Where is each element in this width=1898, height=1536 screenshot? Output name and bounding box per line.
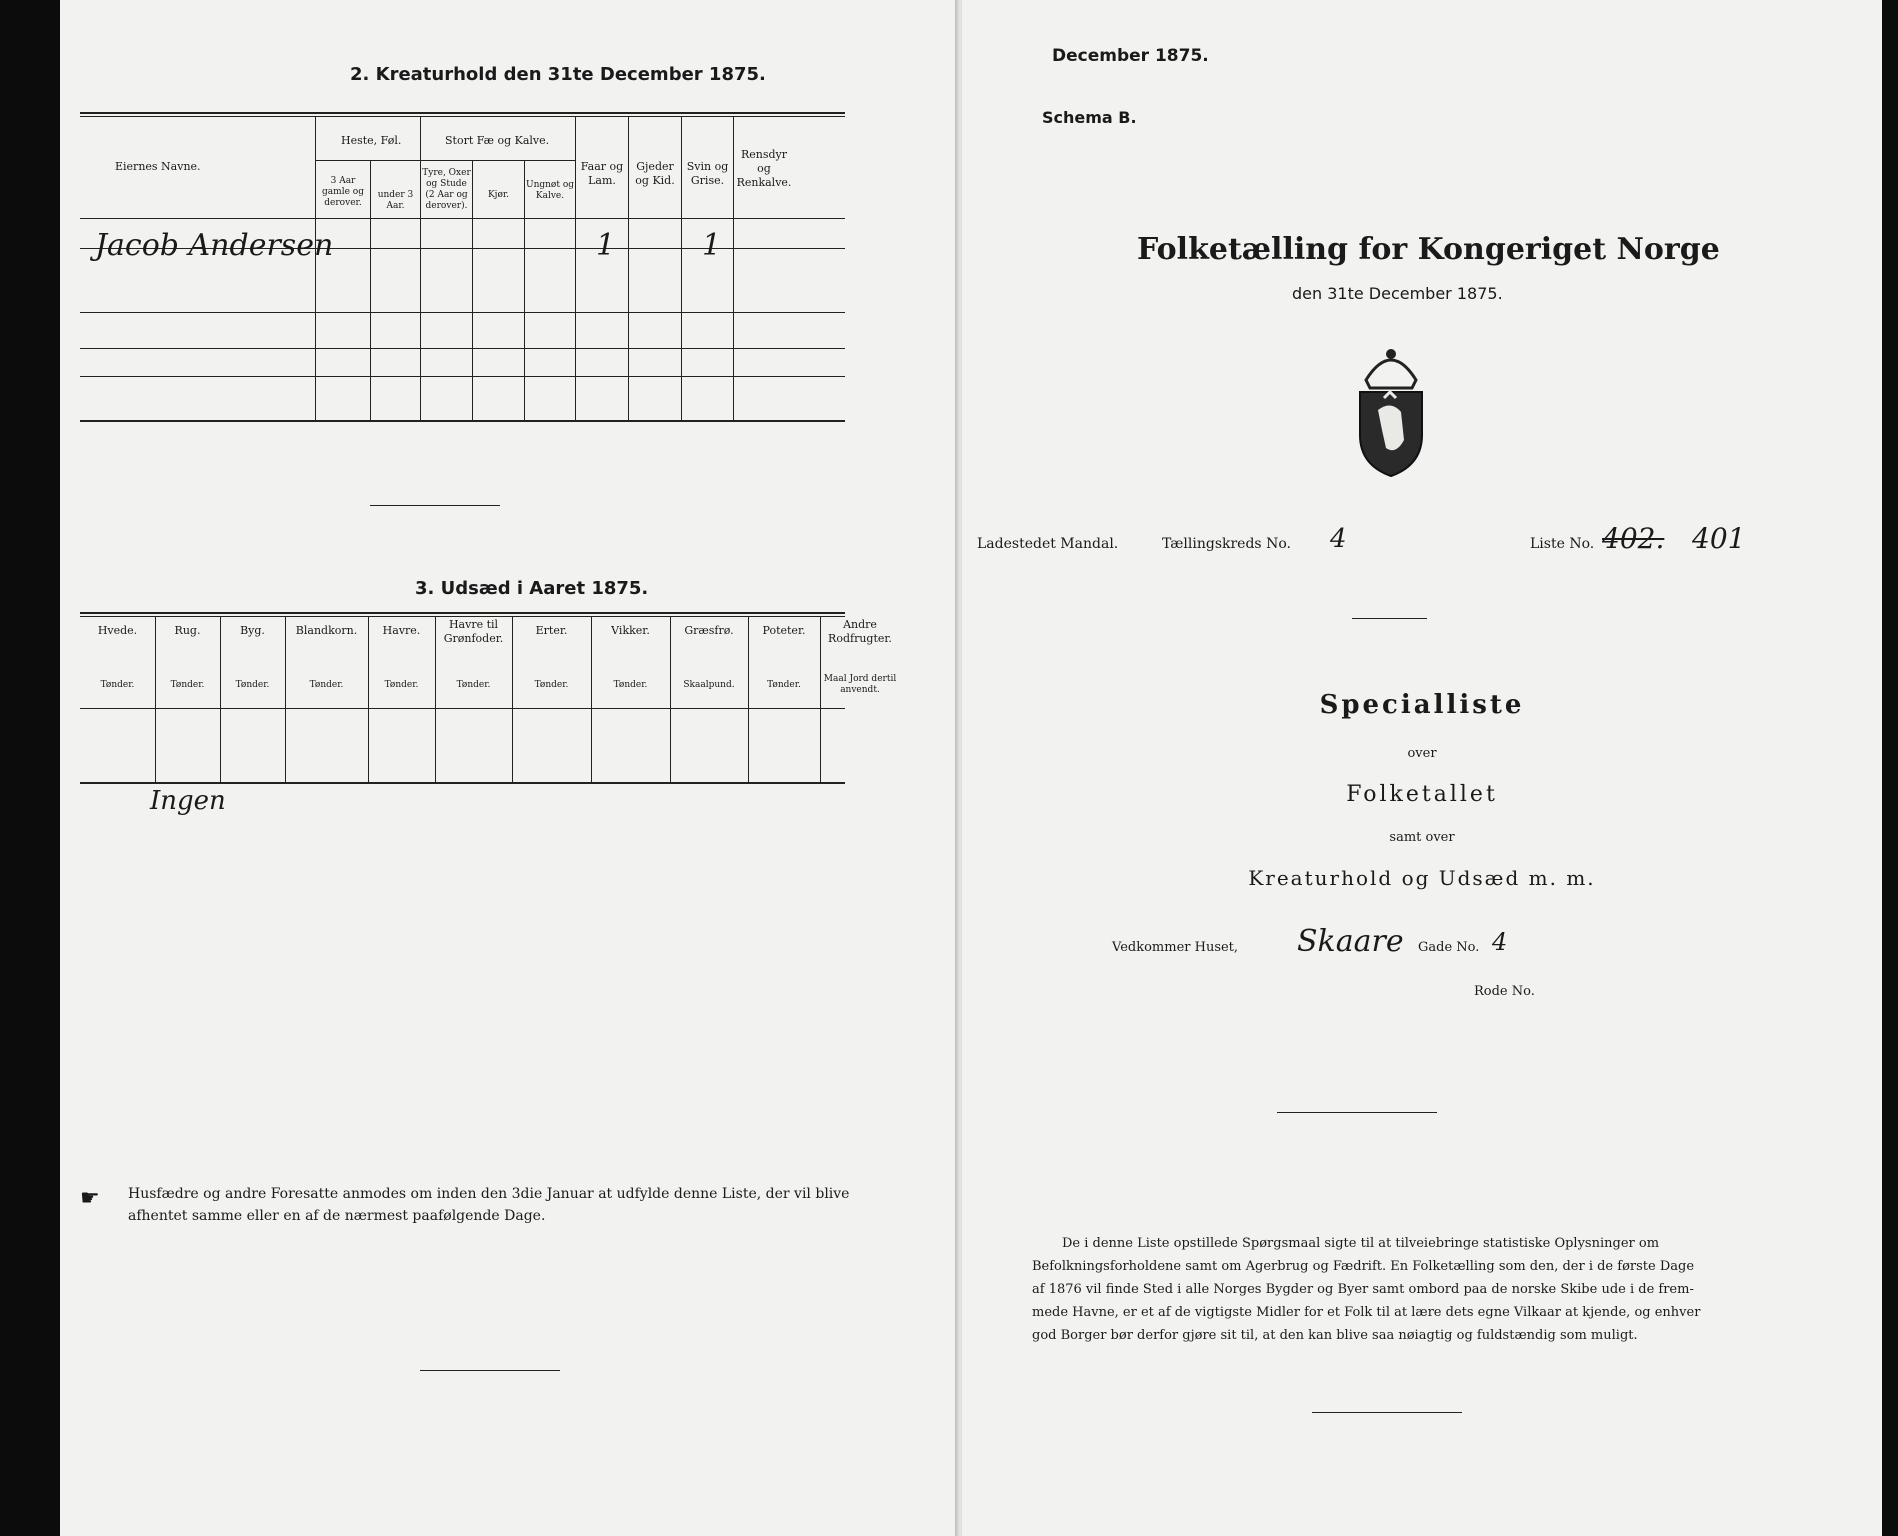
coat-of-arms-icon (1346, 340, 1436, 480)
seed-header-unit: Skaalpund. (683, 680, 735, 690)
pigs-count: 1 (702, 228, 722, 263)
ladested-label: Ladestedet Mandal. (977, 536, 1119, 552)
kreds-label: Tællingskreds No. (1162, 536, 1291, 552)
divider (1312, 1412, 1462, 1413)
schema-label: Schema B. (1042, 108, 1137, 127)
liste-value: 401 (1692, 522, 1746, 555)
liste-label: Liste No. (1530, 536, 1595, 552)
header-cattle: Stort Fæ og Kalve. (445, 134, 550, 147)
header-owner: Eiernes Navne. (115, 160, 201, 173)
notice-line-1: Husfædre og andre Foresatte anmodes om inden den 3die Januar at udfylde denne Liste, der vil blive (128, 1186, 850, 1202)
header-horses-under3: under 3 Aar. (377, 190, 414, 211)
seed-header-name: Blandkorn. (295, 624, 358, 637)
seed-header-unit: Tønder. (384, 680, 419, 690)
liste-struck-value: 402. (1602, 522, 1665, 555)
seed-header-name: Havre. (382, 624, 421, 637)
paragraph-line: De i denne Liste opstillede Spørgsmaal sigte til at tilveiebringe statistiske Oplysninger om (1062, 1236, 1660, 1251)
specialliste-title: Specialliste (1319, 690, 1525, 720)
seed-header-unit: Tønder. (613, 680, 648, 690)
header-reindeer: Rensdyr og Renkalve. (736, 148, 792, 189)
notice-line-2: afhentet samme eller en af de nærmest paafølgende Dage. (128, 1208, 546, 1224)
paragraph-line: Befolkningsforholdene samt om Agerbrug og Fædrift. En Folketælling som den, der i de første Dage (1032, 1259, 1695, 1274)
rode-label: Rode No. (1474, 984, 1535, 999)
sheep-count: 1 (596, 228, 616, 263)
paragraph-line: af 1876 vil finde Sted i alle Norges Bygder og Byer samt ombord paa de norske Skibe ude i de frem- (1032, 1282, 1694, 1297)
folketallet-title: Folketallet (1346, 782, 1498, 807)
header-sheep: Faar og Lam. (580, 160, 624, 187)
seed-value: Ingen (150, 786, 226, 816)
seed-header-name: Græsfrø. (684, 624, 734, 637)
gade-label: Gade No. (1418, 940, 1480, 955)
over-text: over (1407, 746, 1437, 761)
seed-header-name: Andre Rodfrugter. (828, 618, 892, 645)
kreds-value: 4 (1330, 524, 1347, 554)
divider (1277, 1112, 1437, 1113)
divider (370, 505, 500, 506)
owner-name: Jacob Andersen (95, 228, 334, 263)
pointing-hand-icon: ☛ (80, 1186, 100, 1211)
seed-header-name: Vikker. (611, 624, 650, 637)
header-bulls: Tyre, Oxer og Stude (2 Aar og derover). (422, 168, 471, 211)
seed-header-name: Byg. (240, 624, 265, 637)
gade-value: 4 (1492, 928, 1508, 956)
seed-header-unit: Tønder. (100, 680, 135, 690)
seed-header-name: Rug. (174, 624, 201, 637)
seed-header-unit: Tønder. (235, 680, 270, 690)
top-title: December 1875. (1052, 46, 1209, 66)
seed-header-unit: Tønder. (456, 680, 491, 690)
seed-header-unit: Tønder. (170, 680, 205, 690)
header-horses-3plus: 3 Aar gamle og derover. (322, 176, 364, 208)
right-page (962, 0, 1882, 1536)
paragraph-line: mede Havne, er et af de vigtigste Midler for et Folk til at lære dets egne Vilkaar at kjende, og enhver (1032, 1305, 1701, 1320)
section3-title: 3. Udsæd i Aaret 1875. (415, 578, 649, 599)
samt-over-text: samt over (1389, 830, 1455, 845)
seed-header-unit: Tønder. (767, 680, 801, 690)
header-horses: Heste, Føl. (341, 134, 402, 147)
date-line: den 31te December 1875. (1292, 284, 1503, 303)
seed-header-unit: Tønder. (534, 680, 569, 690)
seed-header-name: Erter. (535, 624, 568, 637)
header-goats: Gjeder og Kid. (635, 160, 675, 187)
vedkommer-label: Vedkommer Huset, (1112, 940, 1239, 955)
header-young: Ungnøt og Kalve. (525, 180, 574, 201)
divider (420, 1370, 560, 1371)
kreaturhold-title: Kreaturhold og Udsæd m. m. (1248, 866, 1596, 890)
left-page (60, 0, 960, 1536)
street-value: Skaare (1297, 924, 1404, 959)
seed-header-name: Hvede. (97, 624, 138, 637)
header-cows: Kjør. (487, 190, 510, 200)
seed-header-name: Havre til Grønfoder. (443, 618, 504, 645)
seed-header-unit: Tønder. (309, 680, 344, 690)
seed-header-name: Poteter. (762, 624, 806, 637)
section2-title: 2. Kreaturhold den 31te December 1875. (350, 64, 766, 85)
header-pigs: Svin og Grise. (686, 160, 729, 187)
main-title: Folketælling for Kongeriget Norge (1137, 232, 1720, 267)
divider (1352, 618, 1427, 619)
paragraph-line: god Borger bør derfor gjøre sit til, at den kan blive saa nøiagtig og fuldstændig som muligt. (1032, 1328, 1638, 1343)
seed-header-unit: Maal Jord dertil anvendt. (823, 674, 897, 695)
